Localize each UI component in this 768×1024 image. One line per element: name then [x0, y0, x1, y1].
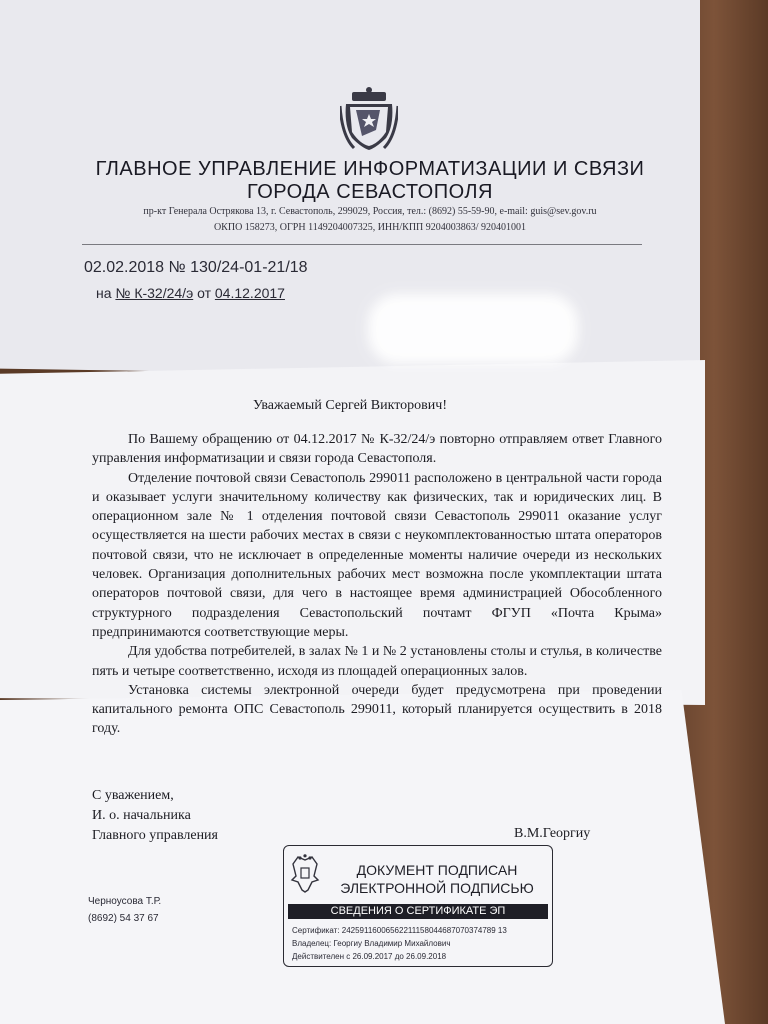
redacted-addressee — [368, 294, 578, 364]
executor-name: Черноусова Т.Р. — [88, 896, 162, 907]
closing-regards: С уважением, — [92, 788, 174, 803]
executor-phone: (8692) 54 37 67 — [88, 913, 159, 924]
outgoing-number: 02.02.2018 № 130/24-01-21/18 — [84, 259, 308, 276]
reference-from: от — [197, 285, 211, 301]
paragraph: По Вашему обращению от 04.12.2017 № К-32/24/э повторно отправляем ответ Главного управления информатизации и связи города Севастополя. — [92, 432, 662, 467]
certificate-details — [292, 924, 507, 963]
certificate-number: Сертификат: 24259116006562211158044687070374789 13 — [292, 926, 507, 935]
organization-registration-codes: ОКПО 158273, ОГРН 1149204007325, ИНН/КПП 9204003863/ 920401001 — [213, 222, 527, 233]
russian-coat-of-arms-icon — [290, 854, 320, 894]
certificate-info-bar: СВЕДЕНИЯ О СЕРТИФИКАТЕ ЭП — [288, 904, 548, 919]
certificate-validity: Действителен с 26.09.2017 до 26.09.2018 — [292, 952, 447, 961]
reference-line — [96, 285, 285, 301]
organization-contacts: пр-кт Генерала Острякова 13, г. Севастополь, 299029, Россия, тел.: (8692) 55-59-90, e-mail: guis@sev.gov.ru — [143, 206, 597, 217]
reference-date: 04.12.2017 — [214, 285, 285, 301]
reference-number: № К-32/24/э — [115, 285, 194, 301]
letterhead-divider — [82, 244, 642, 245]
salutation: Уважаемый Сергей Викторович! — [252, 398, 447, 413]
stamp-title-line2: ЭЛЕКТРОННОЙ ПОДПИСЬЮ — [340, 880, 534, 896]
signer-name: В.М.Георгиу — [514, 826, 591, 841]
stamp-title-line1: ДОКУМЕНТ ПОДПИСАН — [356, 862, 518, 878]
organization-name-line2: ГОРОДА СЕВАСТОПОЛЯ — [246, 181, 493, 203]
paragraph: Для удобства потребителей, в залах № 1 и № 2 установлены столы и стулья, в количестве пять и четыре соответственно, исходя из площадей операционных залов. — [92, 644, 662, 679]
closing-block — [92, 786, 218, 846]
paragraph: Отделение почтовой связи Севастополь 299011 расположено в центральной части города и оказывает услуги значительному количеству как физических, так и юридических лиц. В операционном зале № 1 отделения почтовой связи Севастополь 299011 оказание услуг осуществляется на шести рабочих местах в связи с неукомплектованностью штата операторов почтовой связи, что не исключает в определенные моменты наличие очереди из нескольких человек. Организация дополнительных рабочих мест возможна после укомплектации штата операторов почтовой связи, для чего в настоящее время администрацией Обособленного структурного подразделения Севастопольский почтамт ФГУП «Почта Крыма» предпринимаются соответствующие меры. — [92, 470, 662, 640]
signer-position: И. о. начальника — [92, 808, 191, 823]
organization-name-line1: ГЛАВНОЕ УПРАВЛЕНИЕ ИНФОРМАТИЗАЦИИ И СВЯЗИ — [95, 158, 645, 180]
electronic-signature-stamp — [283, 845, 553, 967]
paragraph: Установка системы электронной очереди будет предусмотрена при проведении капитального ремонта ОПС Севастополь 299011, который планируется осуществить в 2018 году. — [92, 682, 662, 737]
executor-block — [88, 893, 161, 927]
letter-body — [92, 430, 662, 739]
sevastopol-coat-of-arms-icon — [340, 86, 398, 152]
certificate-owner: Владелец: Георгиу Владимир Михайлович — [292, 939, 451, 948]
signer-department: Главного управления — [92, 828, 218, 843]
reference-prefix: на — [96, 285, 112, 301]
